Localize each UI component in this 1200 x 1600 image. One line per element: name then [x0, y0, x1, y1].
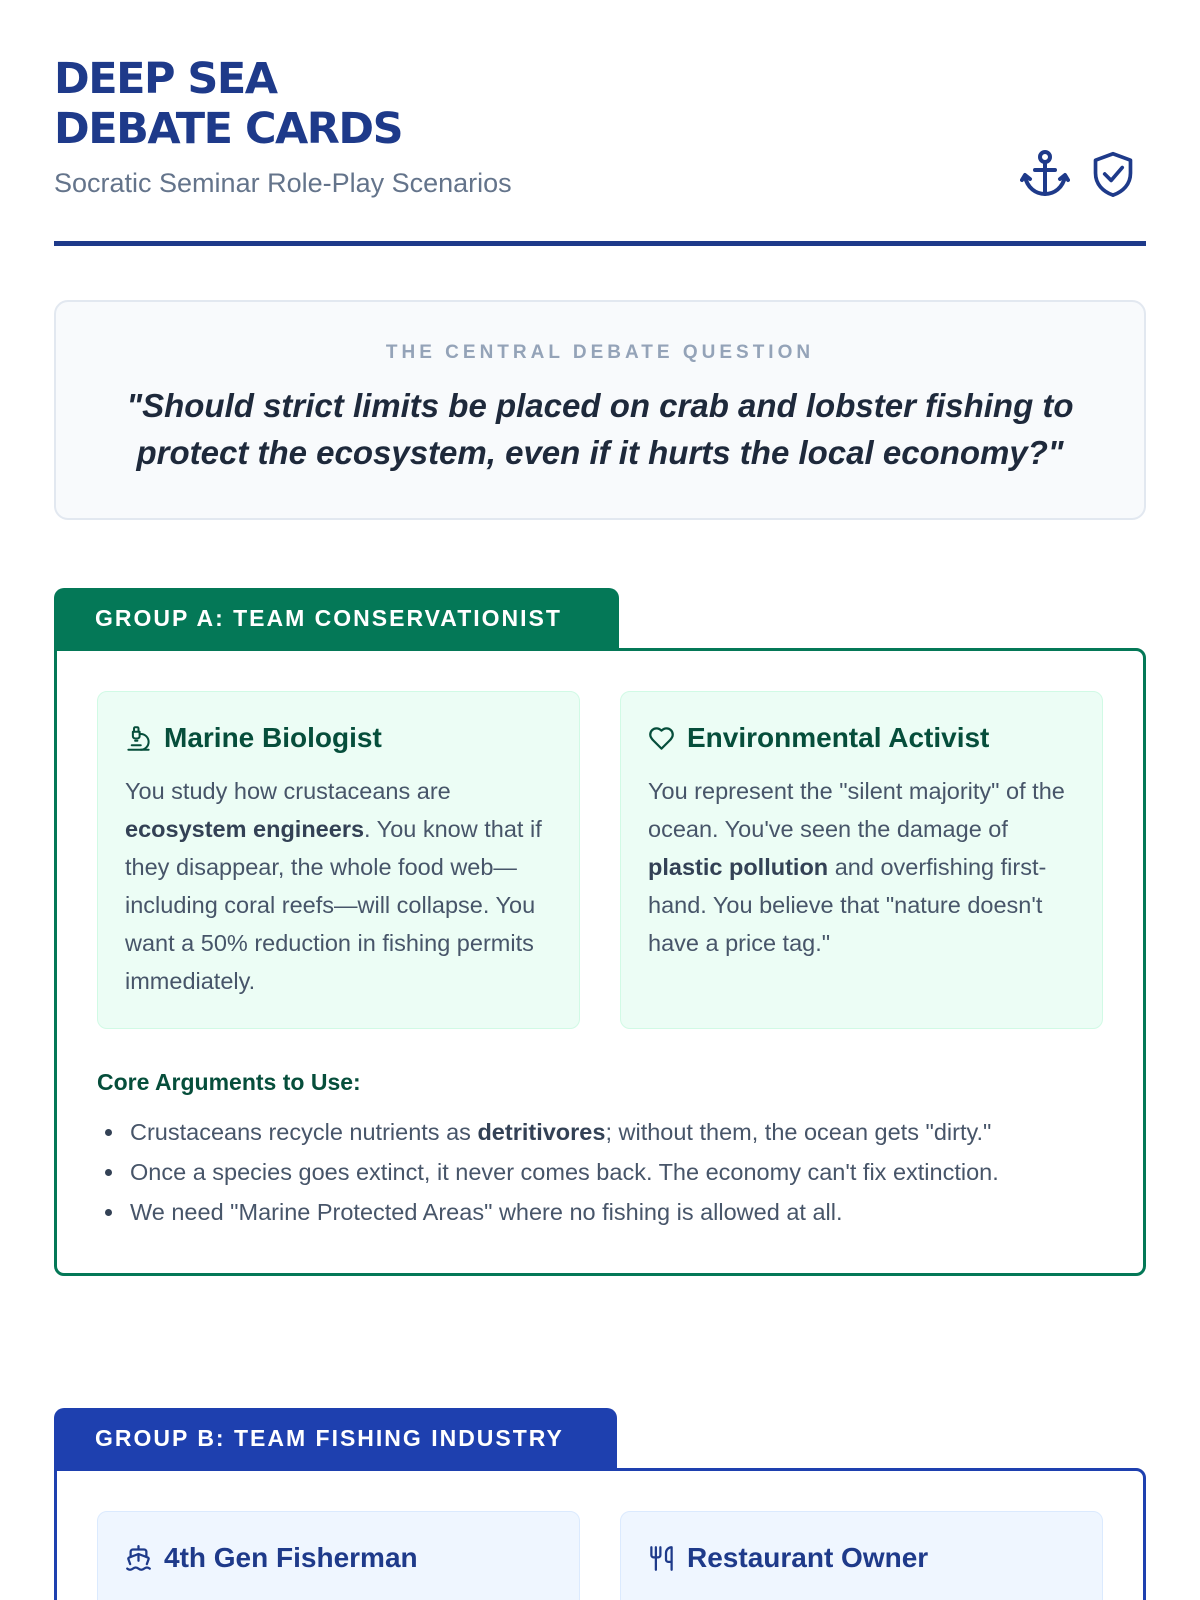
title-line-1: DEEP SEA: [54, 54, 277, 104]
ship-icon: [125, 1545, 152, 1572]
argument-emphasis: detritivores: [477, 1119, 606, 1145]
core-arguments-title: Core Arguments to Use:: [97, 1069, 361, 1095]
header: [54, 0, 1146, 246]
anchor-icon: [1020, 148, 1070, 200]
title-line-2: DEBATE CARDS: [54, 104, 403, 154]
core-arguments-list: [97, 1112, 1103, 1232]
role-header: [648, 718, 1076, 758]
list-item: [97, 1112, 1103, 1152]
role-description: [125, 772, 553, 1000]
page-subtitle: Socratic Seminar Role-Play Scenarios: [54, 168, 512, 198]
role-description: [648, 772, 1076, 962]
group-a: [54, 588, 1146, 1276]
role-card-restaurant-owner: [620, 1511, 1103, 1600]
central-question: [54, 300, 1146, 520]
argument-text: Once a species goes extinct, it never comes back. The economy can't fix extinction.: [130, 1159, 999, 1185]
desc-emphasis: plastic pollution: [648, 854, 829, 880]
group-a-tab: GROUP A: TEAM CONSERVATIONIST: [54, 588, 619, 650]
desc-text: You represent the "silent majority" of the ocean. You've seen the damage of: [648, 778, 1065, 842]
header-icons: [1020, 148, 1140, 200]
desc-text: You study how crustaceans are: [125, 778, 451, 804]
group-b-roles: [97, 1511, 1103, 1600]
role-title: Marine Biologist: [164, 722, 382, 753]
list-item: [97, 1152, 1103, 1192]
desc-emphasis: ecosystem engineers: [125, 816, 365, 842]
heart-icon: [648, 725, 675, 752]
core-arguments: [97, 1069, 1103, 1232]
role-header: [125, 1538, 553, 1578]
desc-text: . You know that if they disappear, the whole food web—including coral reefs—will collapse. You want a 50% reduction in fishing permits immediately.: [125, 816, 542, 994]
microscope-icon: [125, 725, 152, 752]
role-card-marine-biologist: [97, 691, 580, 1029]
page-title: [54, 54, 1146, 154]
group-b-box: [54, 1468, 1146, 1600]
role-title: 4th Gen Fisherman: [164, 1542, 418, 1573]
group-b-tab: GROUP B: TEAM FISHING INDUSTRY: [54, 1408, 617, 1470]
role-title: Restaurant Owner: [687, 1542, 929, 1573]
role-header: [648, 1538, 1076, 1578]
list-item: [97, 1192, 1103, 1232]
group-a-roles: [97, 691, 1103, 1029]
argument-text: ; without them, the ocean gets "dirty.": [605, 1119, 992, 1145]
argument-text: Crustaceans recycle nutrients as: [130, 1119, 478, 1145]
role-header: [125, 718, 553, 758]
utensils-icon: [648, 1545, 675, 1572]
group-b: [54, 1408, 1146, 1600]
desc-text: and overfishing first-hand. You believe that "nature doesn't have a price tag.": [648, 854, 1047, 956]
argument-text: We need "Marine Protected Areas" where no fishing is allowed at all.: [130, 1199, 843, 1225]
question-label: THE CENTRAL DEBATE QUESTION: [385, 342, 815, 363]
role-card-fisherman: [97, 1511, 580, 1600]
role-title: Environmental Activist: [687, 722, 990, 753]
group-a-box: [54, 648, 1146, 1276]
role-card-environmental-activist: [620, 691, 1103, 1029]
shield-check-icon: [1090, 148, 1140, 200]
question-text: "Should strict limits be placed on crab and lobster fishing to protect the ecosystem, even if it hurts the local economy?": [126, 387, 1074, 471]
